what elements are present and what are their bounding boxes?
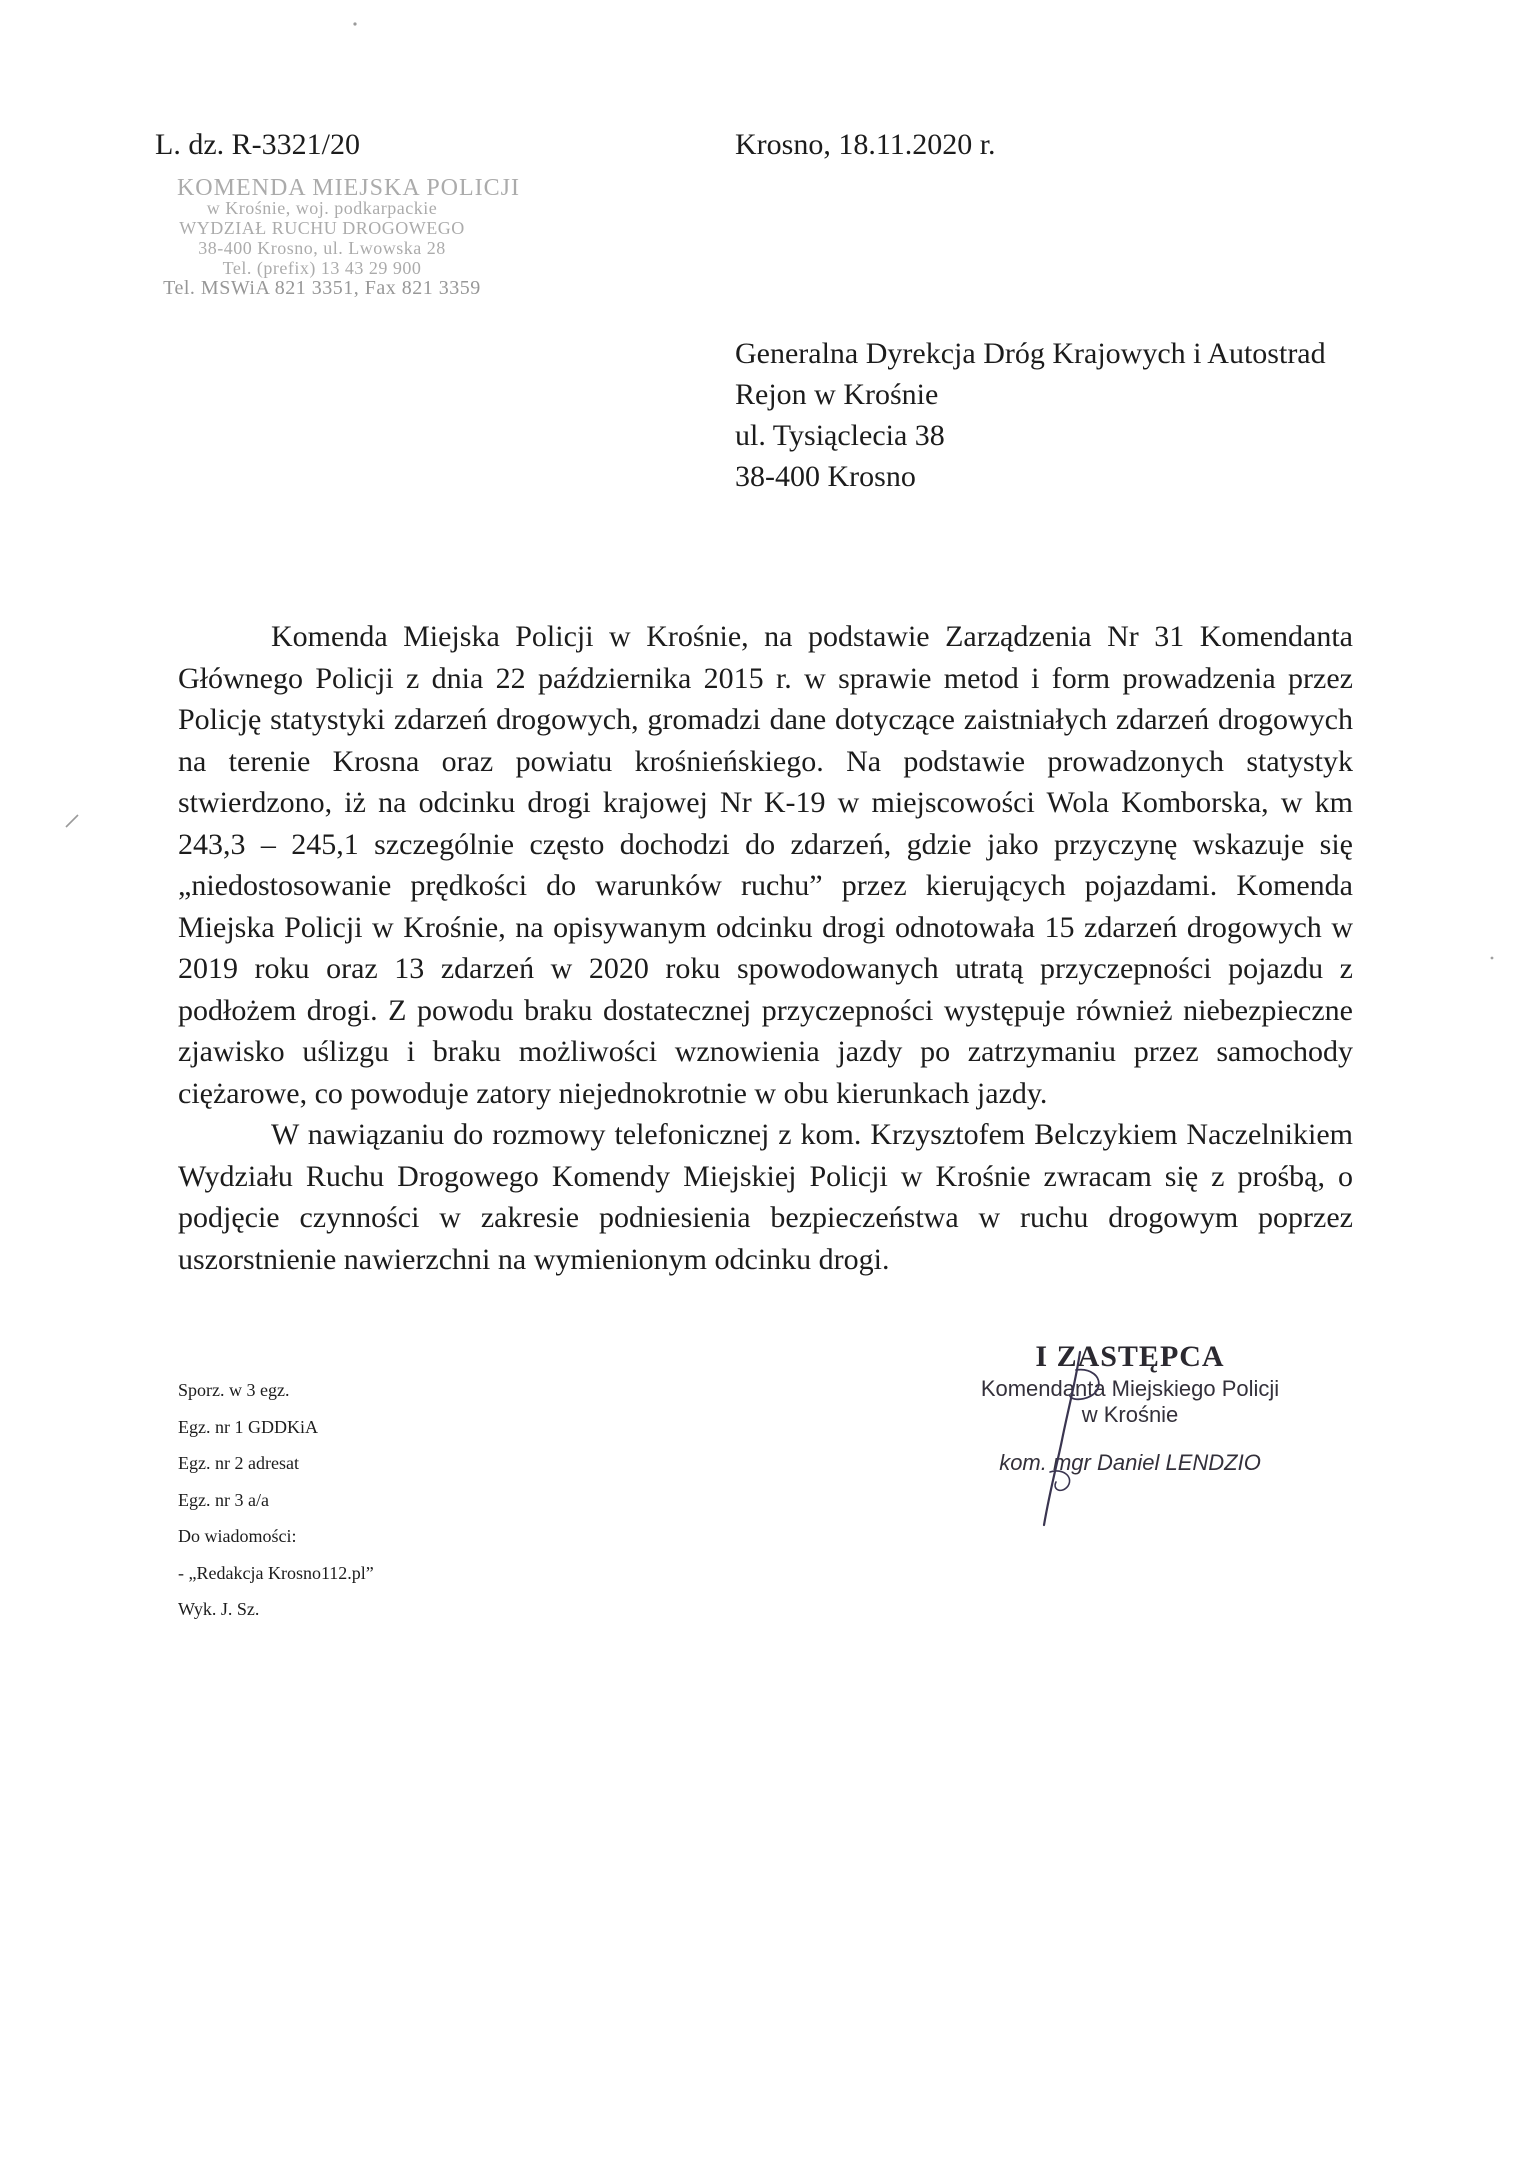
distribution-line-5: Do wiadomości: [178,1526,297,1546]
stamp-line-1: KOMENDA MIEJSKA POLICJI [176,175,520,201]
body-paragraph-2: W nawiązaniu do rozmowy telefonicznej z kom. Krzysztofem Belczykiem Naczelnikiem Wydziału Ruchu Drogowego Komendy Miejskiej Policji w Krośnie zwracam się z prośbą, o podjęcie czynności w zakresie podniesienia bezpieczeństwa w ruchu drogowym poprzez uszorstnienie nawierzchni na wymienionym odcinku drogi. [178,1118,1353,1276]
distribution-line-4: Egz. nr 3 a/a [178,1489,269,1510]
signature-line-2: Komendanta Miejskiego Policji [980,1376,1280,1401]
recipient-line-1: Generalna Dyrekcja Dróg Krajowych i Autostrad [735,337,1326,370]
stamp-line-4: 38-400 Krosno, ul. Lwowska 28 [198,238,446,258]
stamp-line-6: Tel. MSWiA 821 3351, Fax 821 3359 [163,277,481,299]
distribution-line-1: Sporz. w 3 egz. [178,1380,290,1400]
stamp-line-5: Tel. (prefix) 13 43 29 900 [222,258,422,278]
stamp-line-2: w Krośnie, woj. podkarpackie [206,198,438,218]
stamp-line-3: WYDZIAŁ RUCHU DROGOWEGO [179,218,465,238]
signature-title: I ZASTĘPCA [1035,1340,1225,1373]
body-paragraph-1: Komenda Miejska Policji w Krośnie, na podstawie Zarządzenia Nr 31 Komendanta Głównego Policji z dnia 22 października 2015 r. w sprawie metod i form prowadzenia przez Policję statystyki zdarzeń drogowych, gromadzi dane dotyczące zaistniałych zdarzeń drogowych na terenie Krosna oraz powiatu krośnieńskiego. Na podstawie prowadzonych statystyk stwierdzono, iż na odcinku drogi krajowej Nr K-19 w miejscowości Wola Komborska, w km 243,3 – 245,1 szczególnie często dochodzi do zdarzeń, gdzie jako przyczynę wskazuje się „niedostosowanie prędkości do warunków ruchu” przez kierujących pojazdami. Komenda Miejska Policji w Krośnie, na opisywanym odcinku drogi odnotowała 15 zdarzeń drogowych w 2019 roku oraz 13 zdarzeń w 2020 roku spowodowanych utratą przyczepności pojazdu z podłożem drogi. Z powodu braku dostatecznej przyczepności występuje również niebezpieczne zjawisko uślizgu i braku możliwości wznowienia jazdy po zatrzymaniu przez samochody ciężarowe, co powoduje zatory niejednokrotnie w obu kierunkach jazdy. [178,620,1353,1110]
reference-number: L. dz. R-3321/20 [155,128,360,161]
distribution-line-6: - „Redakcja Krosno112.pl” [178,1562,374,1583]
place-date: Krosno, 18.11.2020 r. [735,128,996,161]
distribution-line-2: Egz. nr 1 GDDKiA [178,1416,318,1437]
distribution-line-7: Wyk. J. Sz. [178,1599,260,1619]
signature-name: kom. mgr Daniel LENDZIO [999,1450,1261,1475]
signature-line-3: w Krośnie [1081,1402,1179,1427]
recipient-line-4: 38-400 Krosno [735,460,916,493]
recipient-line-2: Rejon w Krośnie [735,378,939,411]
distribution-line-3: Egz. nr 2 adresat [178,1453,299,1473]
recipient-line-3: ul. Tysiąclecia 38 [735,419,945,452]
